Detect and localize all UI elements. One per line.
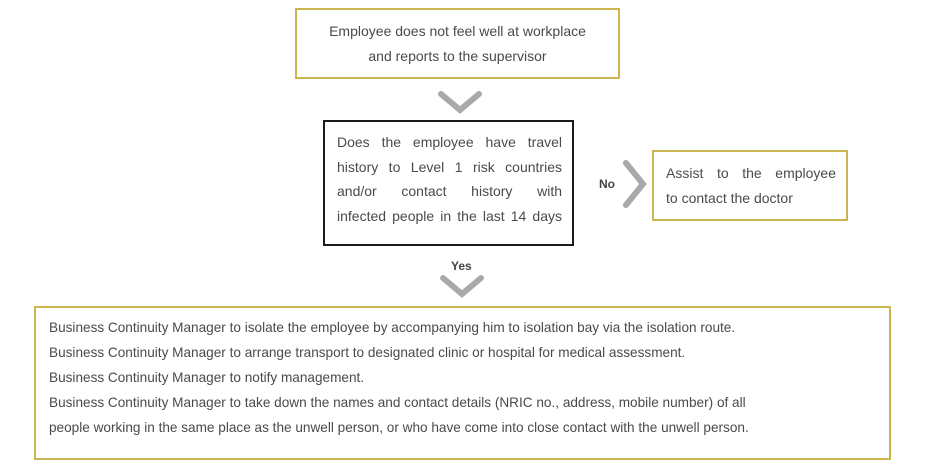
start-text-line-1: Employee does not feel well at workplace bbox=[329, 23, 586, 39]
yes-action-text-line-2: Business Continuity Manager to arrange transport to designated clinic or hospital for medical assessment. bbox=[49, 345, 686, 360]
no-action-text-line-1: Assist to the employee bbox=[666, 165, 836, 181]
yes-action-text-line-4: Business Continuity Manager to take down the names and contact details (NRIC no., address, mobile number) of all bbox=[49, 395, 746, 410]
yes-label: Yes bbox=[451, 259, 472, 273]
chevron-down-icon bbox=[440, 274, 484, 298]
yes-action-box bbox=[34, 306, 891, 460]
decision-text-line-1: Does the employee have travel bbox=[337, 134, 562, 150]
yes-action-text-line-3: Business Continuity Manager to notify management. bbox=[49, 370, 365, 385]
chevron-right-icon bbox=[622, 160, 648, 208]
decision-box bbox=[323, 120, 574, 246]
start-box bbox=[295, 8, 620, 79]
chevron-down-icon bbox=[438, 90, 482, 114]
yes-action-text-line-1: Business Continuity Manager to isolate the employee by accompanying him to isolation bay via the isolation route. bbox=[49, 320, 736, 335]
start-text-line-2: and reports to the supervisor bbox=[368, 48, 547, 64]
no-action-text-line-2: to contact the doctor bbox=[666, 190, 793, 206]
no-label: No bbox=[599, 177, 615, 191]
decision-text-line-3: and/or contact history with bbox=[337, 183, 562, 199]
decision-text-line-2: history to Level 1 risk countries bbox=[337, 158, 562, 175]
decision-text-line-4: infected people in the last 14 days bbox=[337, 207, 562, 224]
yes-action-text-line-5: people working in the same place as the unwell person, or who have come into close contact with the unwell person. bbox=[49, 420, 749, 435]
no-action-box bbox=[652, 150, 848, 221]
